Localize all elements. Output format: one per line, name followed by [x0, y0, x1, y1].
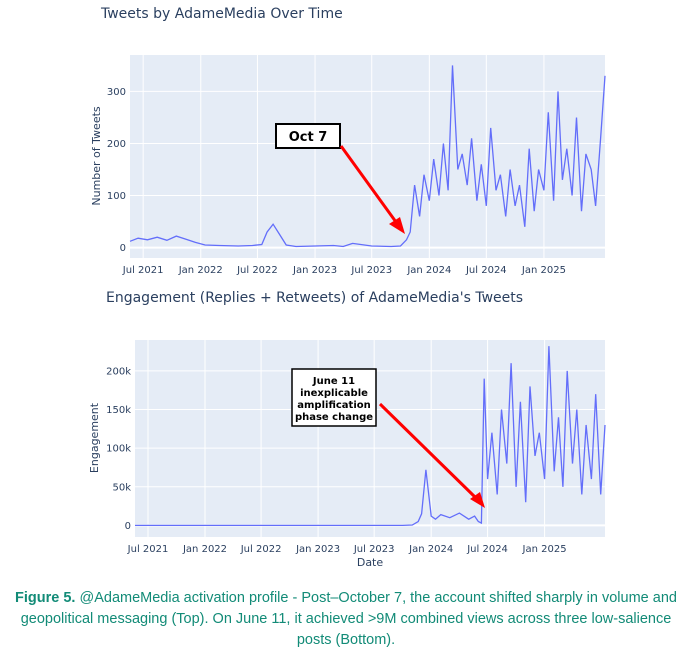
caption-label: Figure 5.	[15, 590, 76, 606]
x-tick-label: Jan 2023	[293, 265, 338, 275]
annotation-line-3: amplification	[297, 400, 371, 411]
figure-caption	[8, 588, 684, 651]
x-tick-label: Jan 2023	[296, 544, 341, 555]
y-tick-label: 200	[106, 138, 126, 150]
y-tick-label: 100k	[106, 443, 131, 455]
chart-title: Tweets by AdameMedia Over Time	[101, 6, 343, 22]
x-tick-label: Jan 2022	[182, 544, 228, 555]
x-axis-title: Date	[356, 556, 384, 569]
x-tick-label: Jul 2022	[237, 265, 278, 275]
x-tick-label: Jul 2023	[351, 265, 393, 275]
y-tick-label: 100	[106, 191, 126, 203]
x-tick-label: Jan 2025	[522, 544, 567, 555]
annotation-line-4: phase change	[294, 412, 374, 423]
y-tick-label: 150k	[106, 405, 131, 417]
x-tick-label: Jan 2024	[409, 544, 454, 555]
y-axis-title: Number of Tweets	[90, 106, 103, 206]
x-tick-label: Jul 2024	[467, 544, 508, 555]
x-tick-label: Jan 2022	[178, 265, 223, 275]
y-axis-title: Engagement	[88, 402, 101, 474]
x-tick-label: Jul 2023	[353, 544, 395, 555]
annotation-line-2: inexplicable	[300, 388, 368, 399]
x-tick-label: Jul 2021	[122, 265, 164, 275]
y-tick-label: 0	[119, 243, 126, 255]
x-tick-label: Jul 2024	[465, 265, 507, 275]
y-tick-label: 200k	[106, 366, 131, 378]
x-tick-label: Jul 2021	[127, 544, 169, 555]
x-tick-label: Jan 2025	[521, 265, 566, 275]
x-tick-label: Jul 2022	[240, 544, 282, 555]
y-tick-label: 0	[124, 520, 131, 532]
annotation-line-1: June 11	[312, 376, 356, 387]
annotation-label: Oct 7	[288, 130, 328, 145]
tweets-chart	[0, 0, 691, 275]
y-tick-label: 300	[106, 86, 126, 98]
caption-text: @AdameMedia activation profile - Post–October 7, the account shifted sharply in volume and geopolitical messaging (Top). On June 11, it achieved >9M combined views across three low-salience posts (Bottom).	[20, 590, 677, 648]
y-tick-label: 50k	[112, 482, 131, 494]
x-tick-label: Jan 2024	[407, 265, 452, 275]
chart-title: Engagement (Replies + Retweets) of AdameMedia's Tweets	[106, 290, 524, 306]
engagement-chart	[0, 280, 691, 580]
